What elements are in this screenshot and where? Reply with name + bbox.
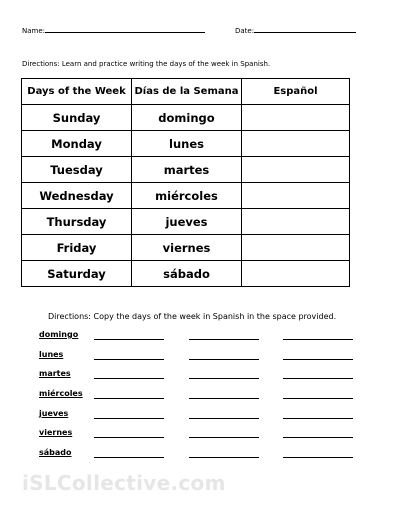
copy-blank[interactable]	[283, 418, 353, 419]
date-field[interactable]	[235, 25, 356, 35]
copy-blank[interactable]	[283, 378, 353, 379]
copy-word: jueves	[39, 408, 69, 418]
table-row	[22, 131, 350, 157]
espanol-blank[interactable]	[242, 105, 350, 131]
espanol-blank[interactable]	[242, 235, 350, 261]
copy-blank[interactable]	[189, 457, 259, 458]
english-day: Friday	[22, 235, 132, 261]
table-row	[22, 235, 350, 261]
directions-copy: Directions: Copy the days of the week in Spanish in the space provided.	[48, 312, 337, 321]
espanol-blank[interactable]	[242, 209, 350, 235]
copy-word: martes	[39, 369, 71, 379]
english-day: Saturday	[22, 261, 132, 287]
copy-word: miércoles	[39, 389, 83, 399]
copy-blank[interactable]	[283, 457, 353, 458]
copy-blank[interactable]	[283, 437, 353, 438]
spanish-day: martes	[132, 157, 242, 183]
espanol-blank[interactable]	[242, 261, 350, 287]
copy-blank[interactable]	[283, 398, 353, 399]
copy-blank[interactable]	[94, 437, 164, 438]
copy-word: viernes	[39, 428, 73, 438]
copy-blank[interactable]	[94, 359, 164, 360]
days-table	[21, 78, 350, 287]
table-row	[22, 261, 350, 287]
copy-blank[interactable]	[189, 378, 259, 379]
copy-blank[interactable]	[94, 378, 164, 379]
directions-learn: Directions: Learn and practice writing the days of the week in Spanish.	[22, 60, 271, 68]
date-line	[254, 25, 356, 33]
header-dias-de-la-semana: Días de la Semana	[132, 79, 242, 105]
spanish-day: domingo	[132, 105, 242, 131]
copy-word: domingo	[39, 330, 79, 339]
copy-blank[interactable]	[189, 398, 259, 399]
copy-blank[interactable]	[189, 437, 259, 438]
date-label: Date:	[235, 27, 255, 35]
copy-blank[interactable]	[94, 418, 164, 419]
copy-blank[interactable]	[94, 457, 164, 458]
copy-word: lunes	[39, 349, 64, 359]
copy-blank[interactable]	[94, 339, 164, 340]
table-row	[22, 105, 350, 131]
name-line	[45, 25, 205, 33]
spanish-day: lunes	[132, 131, 242, 157]
table-header-row	[22, 79, 350, 105]
english-day: Tuesday	[22, 157, 132, 183]
spanish-day: sábado	[132, 261, 242, 287]
header-espanol: Español	[242, 79, 350, 105]
name-label: Name:	[22, 27, 46, 35]
table-row	[22, 209, 350, 235]
copy-blank[interactable]	[283, 339, 353, 340]
english-day: Thursday	[22, 209, 132, 235]
spanish-day: viernes	[132, 235, 242, 261]
header-days-of-week: Days of the Week	[22, 79, 132, 105]
spanish-day: miércoles	[132, 183, 242, 209]
name-field[interactable]	[22, 25, 205, 35]
english-day: Sunday	[22, 105, 132, 131]
table-row	[22, 157, 350, 183]
espanol-blank[interactable]	[242, 183, 350, 209]
espanol-blank[interactable]	[242, 131, 350, 157]
watermark-logo: iSLCollective.com	[22, 471, 226, 495]
spanish-day: jueves	[132, 209, 242, 235]
espanol-blank[interactable]	[242, 157, 350, 183]
copy-blank[interactable]	[283, 359, 353, 360]
copy-word: sábado	[39, 448, 72, 458]
copy-blank[interactable]	[189, 359, 259, 360]
english-day: Wednesday	[22, 183, 132, 209]
copy-blank[interactable]	[189, 418, 259, 419]
english-day: Monday	[22, 131, 132, 157]
copy-blank[interactable]	[94, 398, 164, 399]
table-row	[22, 183, 350, 209]
copy-blank[interactable]	[189, 339, 259, 340]
